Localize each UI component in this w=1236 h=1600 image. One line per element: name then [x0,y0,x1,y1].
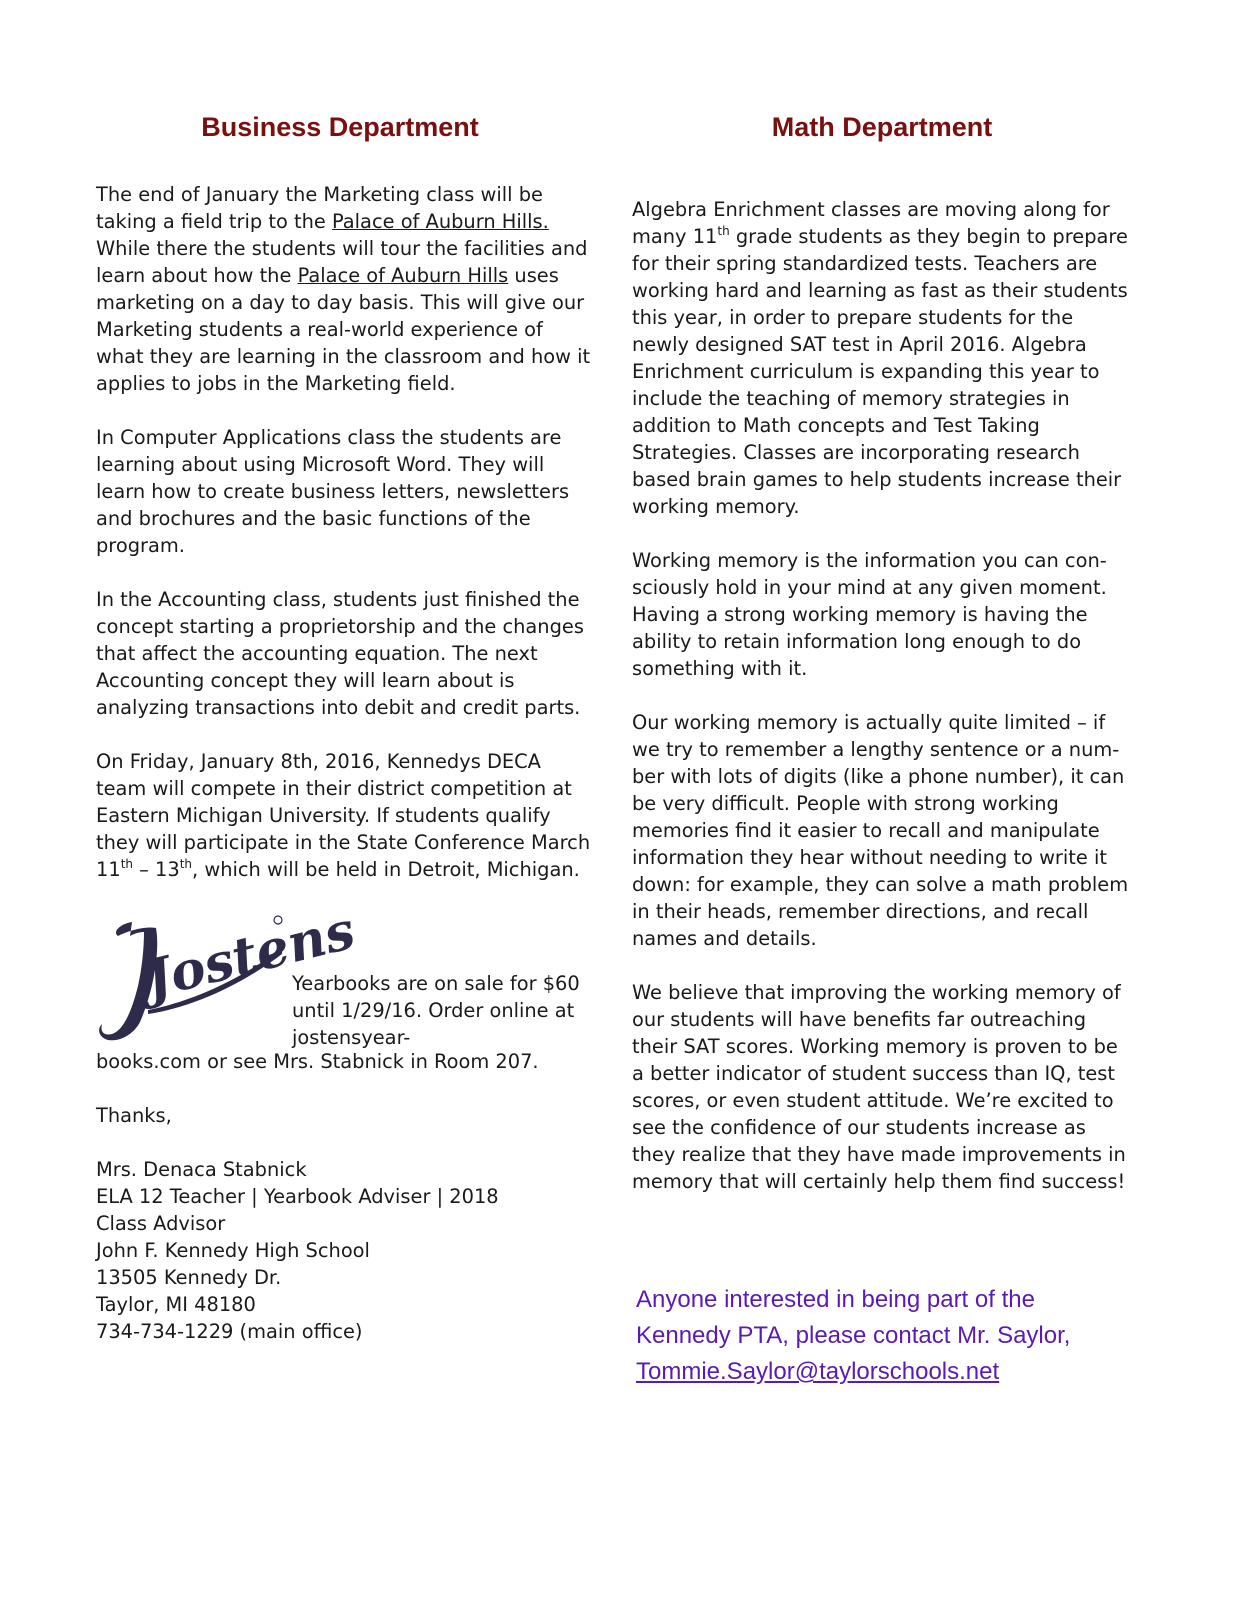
jostens-logo [90,899,361,1048]
deca-text-3: , which will be held in Detroit, Michigan. [192,858,580,881]
signature-block [96,1156,592,1345]
deca-paragraph [96,748,592,883]
svg-text:Jostens: Jostens [139,899,361,1011]
deca-text-2: – 13 [133,858,180,881]
marketing-paragraph [96,181,592,397]
marketing-text-1: The end of January the Marketing class will be taking a field trip to the [96,183,543,233]
math-column [632,112,1132,1195]
signature-title: ELA 12 Teacher | Yearbook Adviser | 2018 [96,1185,499,1208]
math-paragraph-3: Our working memory is actually quite limited – if we try to remember a lengthy sentence or a number with lots of digits (like a phone number), it can be very difficult. People with strong working memories find it easier to recall and manipulate information they hear without needing to write it down: for example, they can solve a math problem in their heads, remember directions, and recall names and details. [632,711,1129,950]
deca-sup-1: th [120,857,133,871]
signature-name: Mrs. Denaca Stabnick [96,1158,307,1181]
thanks: Thanks, [96,1104,172,1127]
deca-sup-2: th [179,857,193,871]
marketing-text-2: While there the students will tour the facilities and learn about how the [96,237,588,287]
signature-title-2: Class Advisor [96,1212,226,1235]
jostens-ad [96,899,592,1049]
pta-notice [636,1282,1136,1390]
math-p1-sup: th [717,224,730,238]
pta-text: Anyone interested in being part of the Kennedy PTA, please contact Mr. Saylor, [636,1286,1071,1349]
math-heading: Math Department [771,112,993,142]
jostens-text: Yearbooks are on sale for $60 until 1/29/16. Order online at jostensyear- [292,972,580,1049]
signature-school: John F. Kennedy High School [96,1239,370,1262]
palace-link-1[interactable]: Palace of Auburn Hills. [331,210,549,233]
accounting-paragraph: In the Accounting class, students just finished the concept starting a proprietorship and the changes that affect the accounting equation. The next Accounting concept they will learn about is analyzing transactions into debit and credit parts. [96,588,584,719]
deca-text-1: On Friday, January 8th, 2016, Kennedys DECA team will compete in their district competition at Eastern Michigan University. If students qualify they will participate in the State Conference March 11 [96,750,591,881]
signature-street: 13505 Kennedy Dr. [96,1266,282,1289]
signature-phone: 734-734-1229 (main office) [96,1320,363,1343]
math-p1-text-2: grade students as they begin to prepare for their spring standardized tests. Teachers are working hard and learning as fast as their students this year, in order to prepare students for the newly designed SAT test in April 2016. Algebra Enrichment curriculum is expanding this year to include the teaching of memory strategies in addition to Math concepts and Test Taking Strategies. Classes are incorporating research based brain games to help students increase their working memory. [632,225,1128,518]
math-paragraph-4: We believe that improving the working memory of our students will have benefits far outreaching their SAT scores. Working memory is proven to be a better indicator of student success than IQ, test scores, or even student attitude. We’re excited to see the confidence of our students increase as they realize that they have made improvements in memory that will certainly help them find success! [632,981,1126,1193]
computer-apps-paragraph: In Computer Applications class the students are learning about using Microsoft Word. They will learn how to create business letters, newsletters and brochures and the basic functions of the program. [96,426,570,557]
palace-link-2[interactable]: Palace of Auburn Hills [297,264,509,287]
math-paragraph-2: Working memory is the information you can consciously hold in your mind at any given moment. Having a strong working memory is having the ability to retain information long enough to do something with it. [632,549,1107,680]
marketing-text-3: uses marketing on a day to day basis. This will give our Marketing students a real-world experience of what they are learning in the classroom and how it applies to jobs in the Marketing field. [96,264,591,395]
math-p1-text-1: Algebra Enrichment classes are moving along for many 11 [632,198,1110,248]
business-column [96,112,592,1345]
signature-city: Taylor, MI 48180 [96,1293,256,1316]
business-heading: Business Department [201,112,479,142]
math-paragraph-1 [632,196,1132,520]
jostens-text-last: books.com or see Mrs. Stabnick in Room 207. [96,1050,539,1073]
pta-email-link[interactable]: Tommie.Saylor@taylorschools.net [636,1358,1000,1385]
